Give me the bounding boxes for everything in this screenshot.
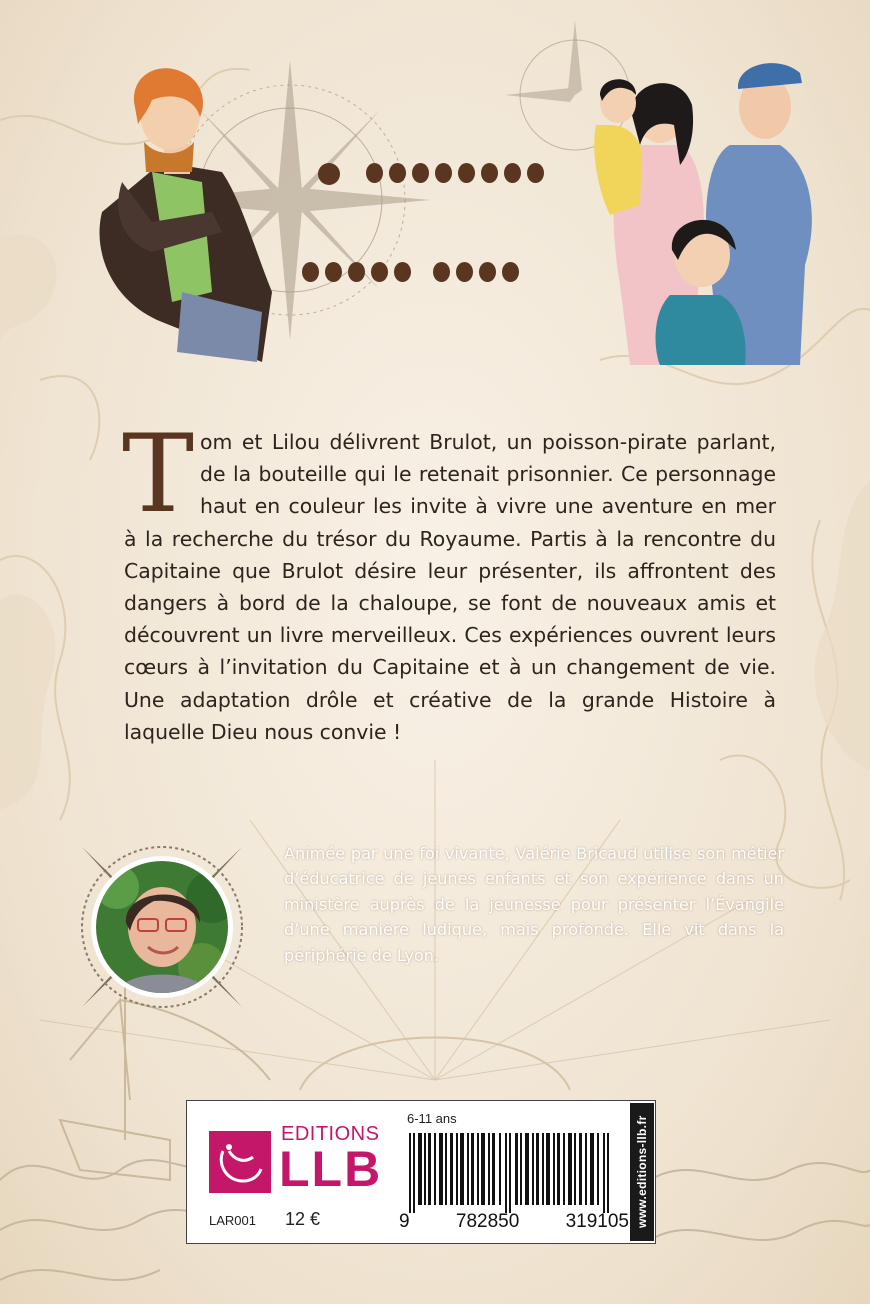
summary-text: om et Lilou délivrent Brulot, un poisson-pirate parlant, de la bouteille qui le retenait prisonnier. Ce personnage haut en couleur les invite à vivre une aventure en mer à la recherche du trésor du Royaume. Partis à la rencontre du Capitaine que Brulot désire leur présenter, ils affrontent des dangers à bord de la chaloupe, se font de nouveaux amis et découvrent un livre merveilleux. Ces expériences ouvrent leurs cœurs à l’invitation du Capitaine et à un changement de vie. Une adaptation drôle et créative de la grande Histoire à laquelle Dieu nous convie ! [124,430,776,744]
isbn-digit-group: 9 [399,1211,410,1232]
publisher-logo-mark [209,1131,271,1193]
publisher-website: www.editions-llb.fr [630,1103,654,1241]
drop-cap-letter: T [122,412,195,537]
isbn-digit-group: 319105 [565,1211,629,1232]
isbn-digit-group: 782850 [455,1211,520,1232]
author-portrait [62,827,262,1027]
family-characters-illustration [570,45,830,365]
isbn-barcode [409,1133,609,1213]
author-biography: Animée par une foi vivante, Valérie Bricaud utilise son métier d’éducatrice de jeunes enfants et son expérience dans un ministère auprès de la jeunesse pour présenter l’Évangile d’une manière ludique, mais profonde. Elle vit dans la périphérie de Lyon. [284,844,784,965]
publisher-name-large: LLB [279,1141,383,1197]
publisher-name-small: EDITIONS [281,1123,380,1145]
tom-character-illustration [82,62,282,362]
book-title-line-1 [318,163,544,185]
book-summary [122,412,776,748]
age-range: 6-11 ans [407,1111,457,1126]
book-title-line-2 [302,262,519,282]
publisher-logo [209,1121,383,1197]
publisher-info-box [186,1100,656,1244]
product-code: LAR001 [209,1213,256,1228]
price: 12 € [285,1209,321,1229]
publisher-swirl-icon [209,1131,271,1193]
isbn-digits [399,1211,629,1233]
